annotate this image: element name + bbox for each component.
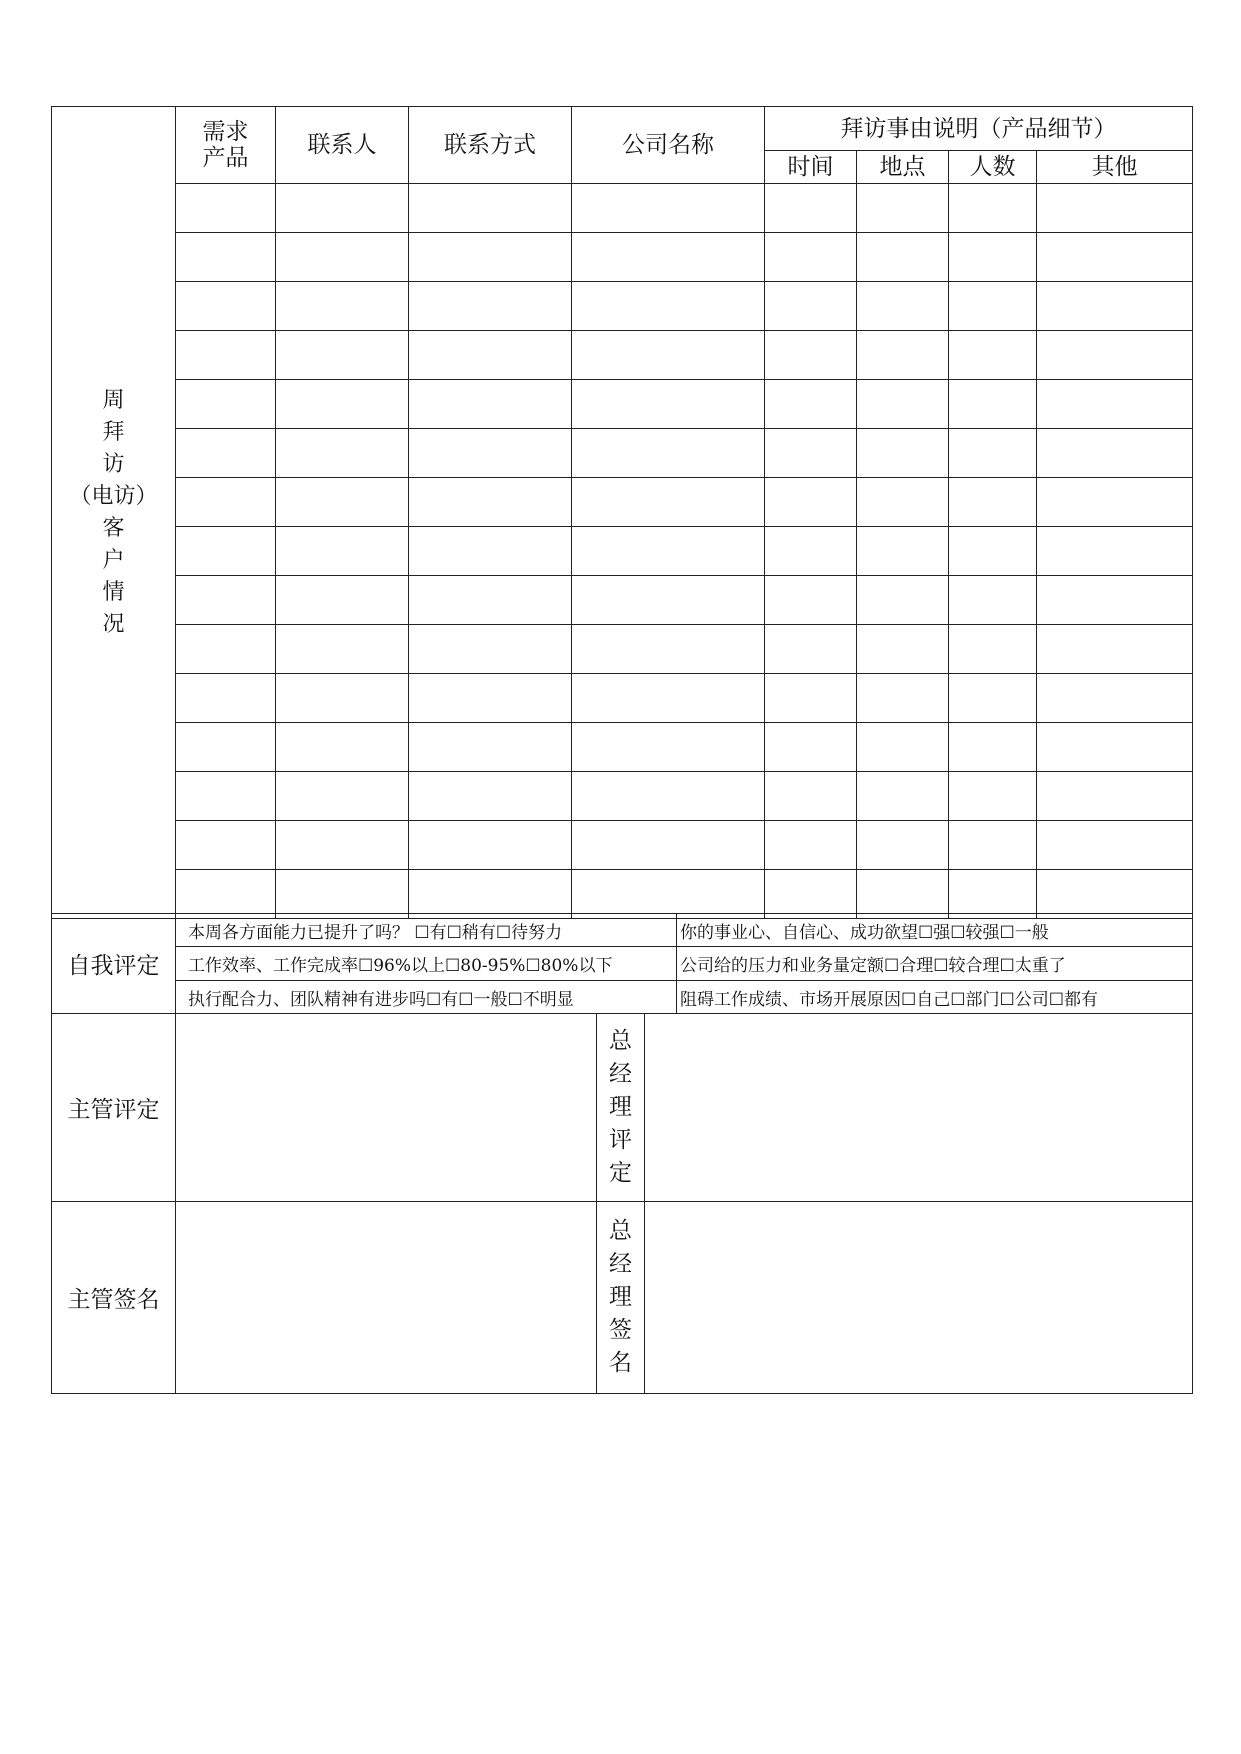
cell-other[interactable] — [1037, 527, 1193, 576]
cell-other[interactable] — [1037, 478, 1193, 527]
cell-location[interactable] — [857, 331, 949, 380]
cell-contact-method[interactable] — [409, 331, 572, 380]
table-row — [52, 723, 1193, 772]
cell-company[interactable] — [572, 233, 765, 282]
gm-eval-field[interactable] — [645, 1014, 1193, 1202]
weekly-visit-label-cell — [52, 107, 176, 919]
cell-product[interactable] — [176, 429, 276, 478]
review-table — [51, 1013, 1193, 1394]
cell-product[interactable] — [176, 184, 276, 233]
cell-product[interactable] — [176, 233, 276, 282]
header-company: 公司名称 — [572, 107, 765, 184]
table-row — [52, 527, 1193, 576]
cell-contact-method[interactable] — [409, 576, 572, 625]
cell-people[interactable] — [949, 527, 1037, 576]
cell-company[interactable] — [572, 821, 765, 870]
cell-contact[interactable] — [276, 772, 409, 821]
table-row — [52, 478, 1193, 527]
self-eval-label: 自我评定 — [52, 914, 176, 1014]
cell-contact[interactable] — [276, 870, 409, 919]
cell-product[interactable] — [176, 723, 276, 772]
cell-contact[interactable] — [276, 576, 409, 625]
cell-time[interactable] — [765, 723, 857, 772]
cell-company[interactable] — [572, 527, 765, 576]
cell-contact-method[interactable] — [409, 233, 572, 282]
cell-location[interactable] — [857, 723, 949, 772]
cell-contact[interactable] — [276, 429, 409, 478]
cell-contact-method[interactable] — [409, 527, 572, 576]
cell-location[interactable] — [857, 821, 949, 870]
gm-sign-label: 总 经 理 签 名 — [609, 1218, 632, 1376]
header-time: 时间 — [765, 151, 857, 184]
table-row — [52, 184, 1193, 233]
header-visit-reason: 拜访事由说明（产品细节） — [765, 107, 1193, 151]
self-eval-efficiency[interactable]: 工作效率、工作完成率☐96%以上☐80-95%☐80%以下 — [176, 947, 677, 981]
table-row — [52, 821, 1193, 870]
cell-contact[interactable] — [276, 478, 409, 527]
cell-company[interactable] — [572, 282, 765, 331]
cell-location[interactable] — [857, 233, 949, 282]
cell-contact-method[interactable] — [409, 478, 572, 527]
table-row — [52, 674, 1193, 723]
cell-contact[interactable] — [276, 380, 409, 429]
cell-company[interactable] — [572, 772, 765, 821]
cell-other[interactable] — [1037, 184, 1193, 233]
cell-time[interactable] — [765, 674, 857, 723]
gm-sign-label-cell — [597, 1202, 645, 1394]
cell-contact[interactable] — [276, 282, 409, 331]
cell-product[interactable] — [176, 674, 276, 723]
supervisor-eval-field[interactable] — [176, 1014, 597, 1202]
table-row — [52, 870, 1193, 919]
cell-location[interactable] — [857, 282, 949, 331]
cell-people[interactable] — [949, 380, 1037, 429]
cell-location[interactable] — [857, 772, 949, 821]
self-eval-teamwork[interactable]: 执行配合力、团队精神有进步吗☐有☐一般☐不明显 — [176, 981, 677, 1014]
cell-time[interactable] — [765, 429, 857, 478]
table-row — [52, 429, 1193, 478]
cell-location[interactable] — [857, 625, 949, 674]
table-row — [52, 772, 1193, 821]
cell-people[interactable] — [949, 282, 1037, 331]
cell-other[interactable] — [1037, 282, 1193, 331]
table-row — [52, 380, 1193, 429]
cell-contact-method[interactable] — [409, 380, 572, 429]
table-row — [52, 282, 1193, 331]
cell-time[interactable] — [765, 527, 857, 576]
cell-other[interactable] — [1037, 233, 1193, 282]
cell-people[interactable] — [949, 478, 1037, 527]
cell-product[interactable] — [176, 625, 276, 674]
table-row — [52, 233, 1193, 282]
cell-people[interactable] — [949, 184, 1037, 233]
cell-people[interactable] — [949, 723, 1037, 772]
cell-time[interactable] — [765, 380, 857, 429]
cell-contact-method[interactable] — [409, 282, 572, 331]
cell-other[interactable] — [1037, 723, 1193, 772]
table-row — [52, 625, 1193, 674]
cell-time[interactable] — [765, 282, 857, 331]
header-contact: 联系人 — [276, 107, 409, 184]
cell-contact-method[interactable] — [409, 184, 572, 233]
cell-people[interactable] — [949, 821, 1037, 870]
gm-eval-label: 总 经 理 评 定 — [609, 1028, 632, 1186]
cell-other[interactable] — [1037, 429, 1193, 478]
cell-product[interactable] — [176, 527, 276, 576]
cell-other[interactable] — [1037, 625, 1193, 674]
cell-other[interactable] — [1037, 674, 1193, 723]
gm-eval-label-cell — [597, 1014, 645, 1202]
cell-company[interactable] — [572, 870, 765, 919]
cell-location[interactable] — [857, 674, 949, 723]
supervisor-sign-label: 主管签名 — [52, 1202, 176, 1394]
cell-location[interactable] — [857, 478, 949, 527]
cell-contact[interactable] — [276, 674, 409, 723]
cell-location[interactable] — [857, 576, 949, 625]
weekly-visit-label: 周 拜 访 （电访） 客 户 情 况 — [69, 387, 158, 637]
cell-other[interactable] — [1037, 331, 1193, 380]
cell-contact-method[interactable] — [409, 429, 572, 478]
cell-time[interactable] — [765, 576, 857, 625]
cell-product[interactable] — [176, 478, 276, 527]
cell-contact[interactable] — [276, 233, 409, 282]
cell-contact[interactable] — [276, 821, 409, 870]
self-eval-ability[interactable]: 本周各方面能力已提升了吗？ ☐有☐稍有☐待努力 — [176, 914, 677, 947]
header-product: 需求 产品 — [176, 107, 276, 184]
cell-contact-method[interactable] — [409, 772, 572, 821]
cell-product[interactable] — [176, 870, 276, 919]
table-row — [52, 331, 1193, 380]
cell-time[interactable] — [765, 478, 857, 527]
cell-product[interactable] — [176, 576, 276, 625]
cell-location[interactable] — [857, 429, 949, 478]
customer-visit-table — [51, 106, 1193, 919]
cell-time[interactable] — [765, 821, 857, 870]
cell-contact-method[interactable] — [409, 723, 572, 772]
cell-company[interactable] — [572, 723, 765, 772]
supervisor-sign-field[interactable] — [176, 1202, 597, 1394]
cell-company[interactable] — [572, 625, 765, 674]
cell-company[interactable] — [572, 184, 765, 233]
cell-time[interactable] — [765, 184, 857, 233]
supervisor-eval-label: 主管评定 — [52, 1014, 176, 1202]
cell-product[interactable] — [176, 821, 276, 870]
cell-time[interactable] — [765, 772, 857, 821]
cell-people[interactable] — [949, 331, 1037, 380]
cell-other[interactable] — [1037, 821, 1193, 870]
header-people: 人数 — [949, 151, 1037, 184]
table-row — [52, 576, 1193, 625]
cell-location[interactable] — [857, 380, 949, 429]
cell-product[interactable] — [176, 282, 276, 331]
cell-contact-method[interactable] — [409, 625, 572, 674]
cell-product[interactable] — [176, 380, 276, 429]
self-eval-pressure[interactable]: 公司给的压力和业务量定额☐合理☐较合理☐太重了 — [677, 947, 1193, 981]
cell-product[interactable] — [176, 331, 276, 380]
cell-location[interactable] — [857, 870, 949, 919]
cell-contact[interactable] — [276, 184, 409, 233]
cell-people[interactable] — [949, 772, 1037, 821]
cell-time[interactable] — [765, 233, 857, 282]
cell-other[interactable] — [1037, 772, 1193, 821]
cell-contact[interactable] — [276, 625, 409, 674]
cell-company[interactable] — [572, 380, 765, 429]
cell-contact-method[interactable] — [409, 674, 572, 723]
cell-contact[interactable] — [276, 331, 409, 380]
cell-company[interactable] — [572, 429, 765, 478]
cell-company[interactable] — [572, 576, 765, 625]
cell-location[interactable] — [857, 527, 949, 576]
self-evaluation-table — [51, 913, 1193, 1014]
self-eval-obstacles[interactable]: 阻碍工作成绩、市场开展原因☐自己☐部门☐公司☐都有 — [677, 981, 1193, 1014]
cell-people[interactable] — [949, 429, 1037, 478]
cell-other[interactable] — [1037, 576, 1193, 625]
cell-time[interactable] — [765, 870, 857, 919]
cell-other[interactable] — [1037, 870, 1193, 919]
cell-contact[interactable] — [276, 527, 409, 576]
cell-company[interactable] — [572, 478, 765, 527]
cell-contact-method[interactable] — [409, 870, 572, 919]
header-contact-method: 联系方式 — [409, 107, 572, 184]
header-location: 地点 — [857, 151, 949, 184]
cell-people[interactable] — [949, 870, 1037, 919]
cell-time[interactable] — [765, 331, 857, 380]
cell-people[interactable] — [949, 625, 1037, 674]
cell-location[interactable] — [857, 184, 949, 233]
header-other: 其他 — [1037, 151, 1193, 184]
cell-contact[interactable] — [276, 723, 409, 772]
cell-people[interactable] — [949, 674, 1037, 723]
self-eval-ambition[interactable]: 你的事业心、自信心、成功欲望☐强☐较强☐一般 — [677, 914, 1193, 947]
cell-people[interactable] — [949, 576, 1037, 625]
cell-other[interactable] — [1037, 380, 1193, 429]
cell-people[interactable] — [949, 233, 1037, 282]
cell-company[interactable] — [572, 674, 765, 723]
cell-contact-method[interactable] — [409, 821, 572, 870]
cell-company[interactable] — [572, 331, 765, 380]
cell-time[interactable] — [765, 625, 857, 674]
gm-sign-field[interactable] — [645, 1202, 1193, 1394]
cell-product[interactable] — [176, 772, 276, 821]
